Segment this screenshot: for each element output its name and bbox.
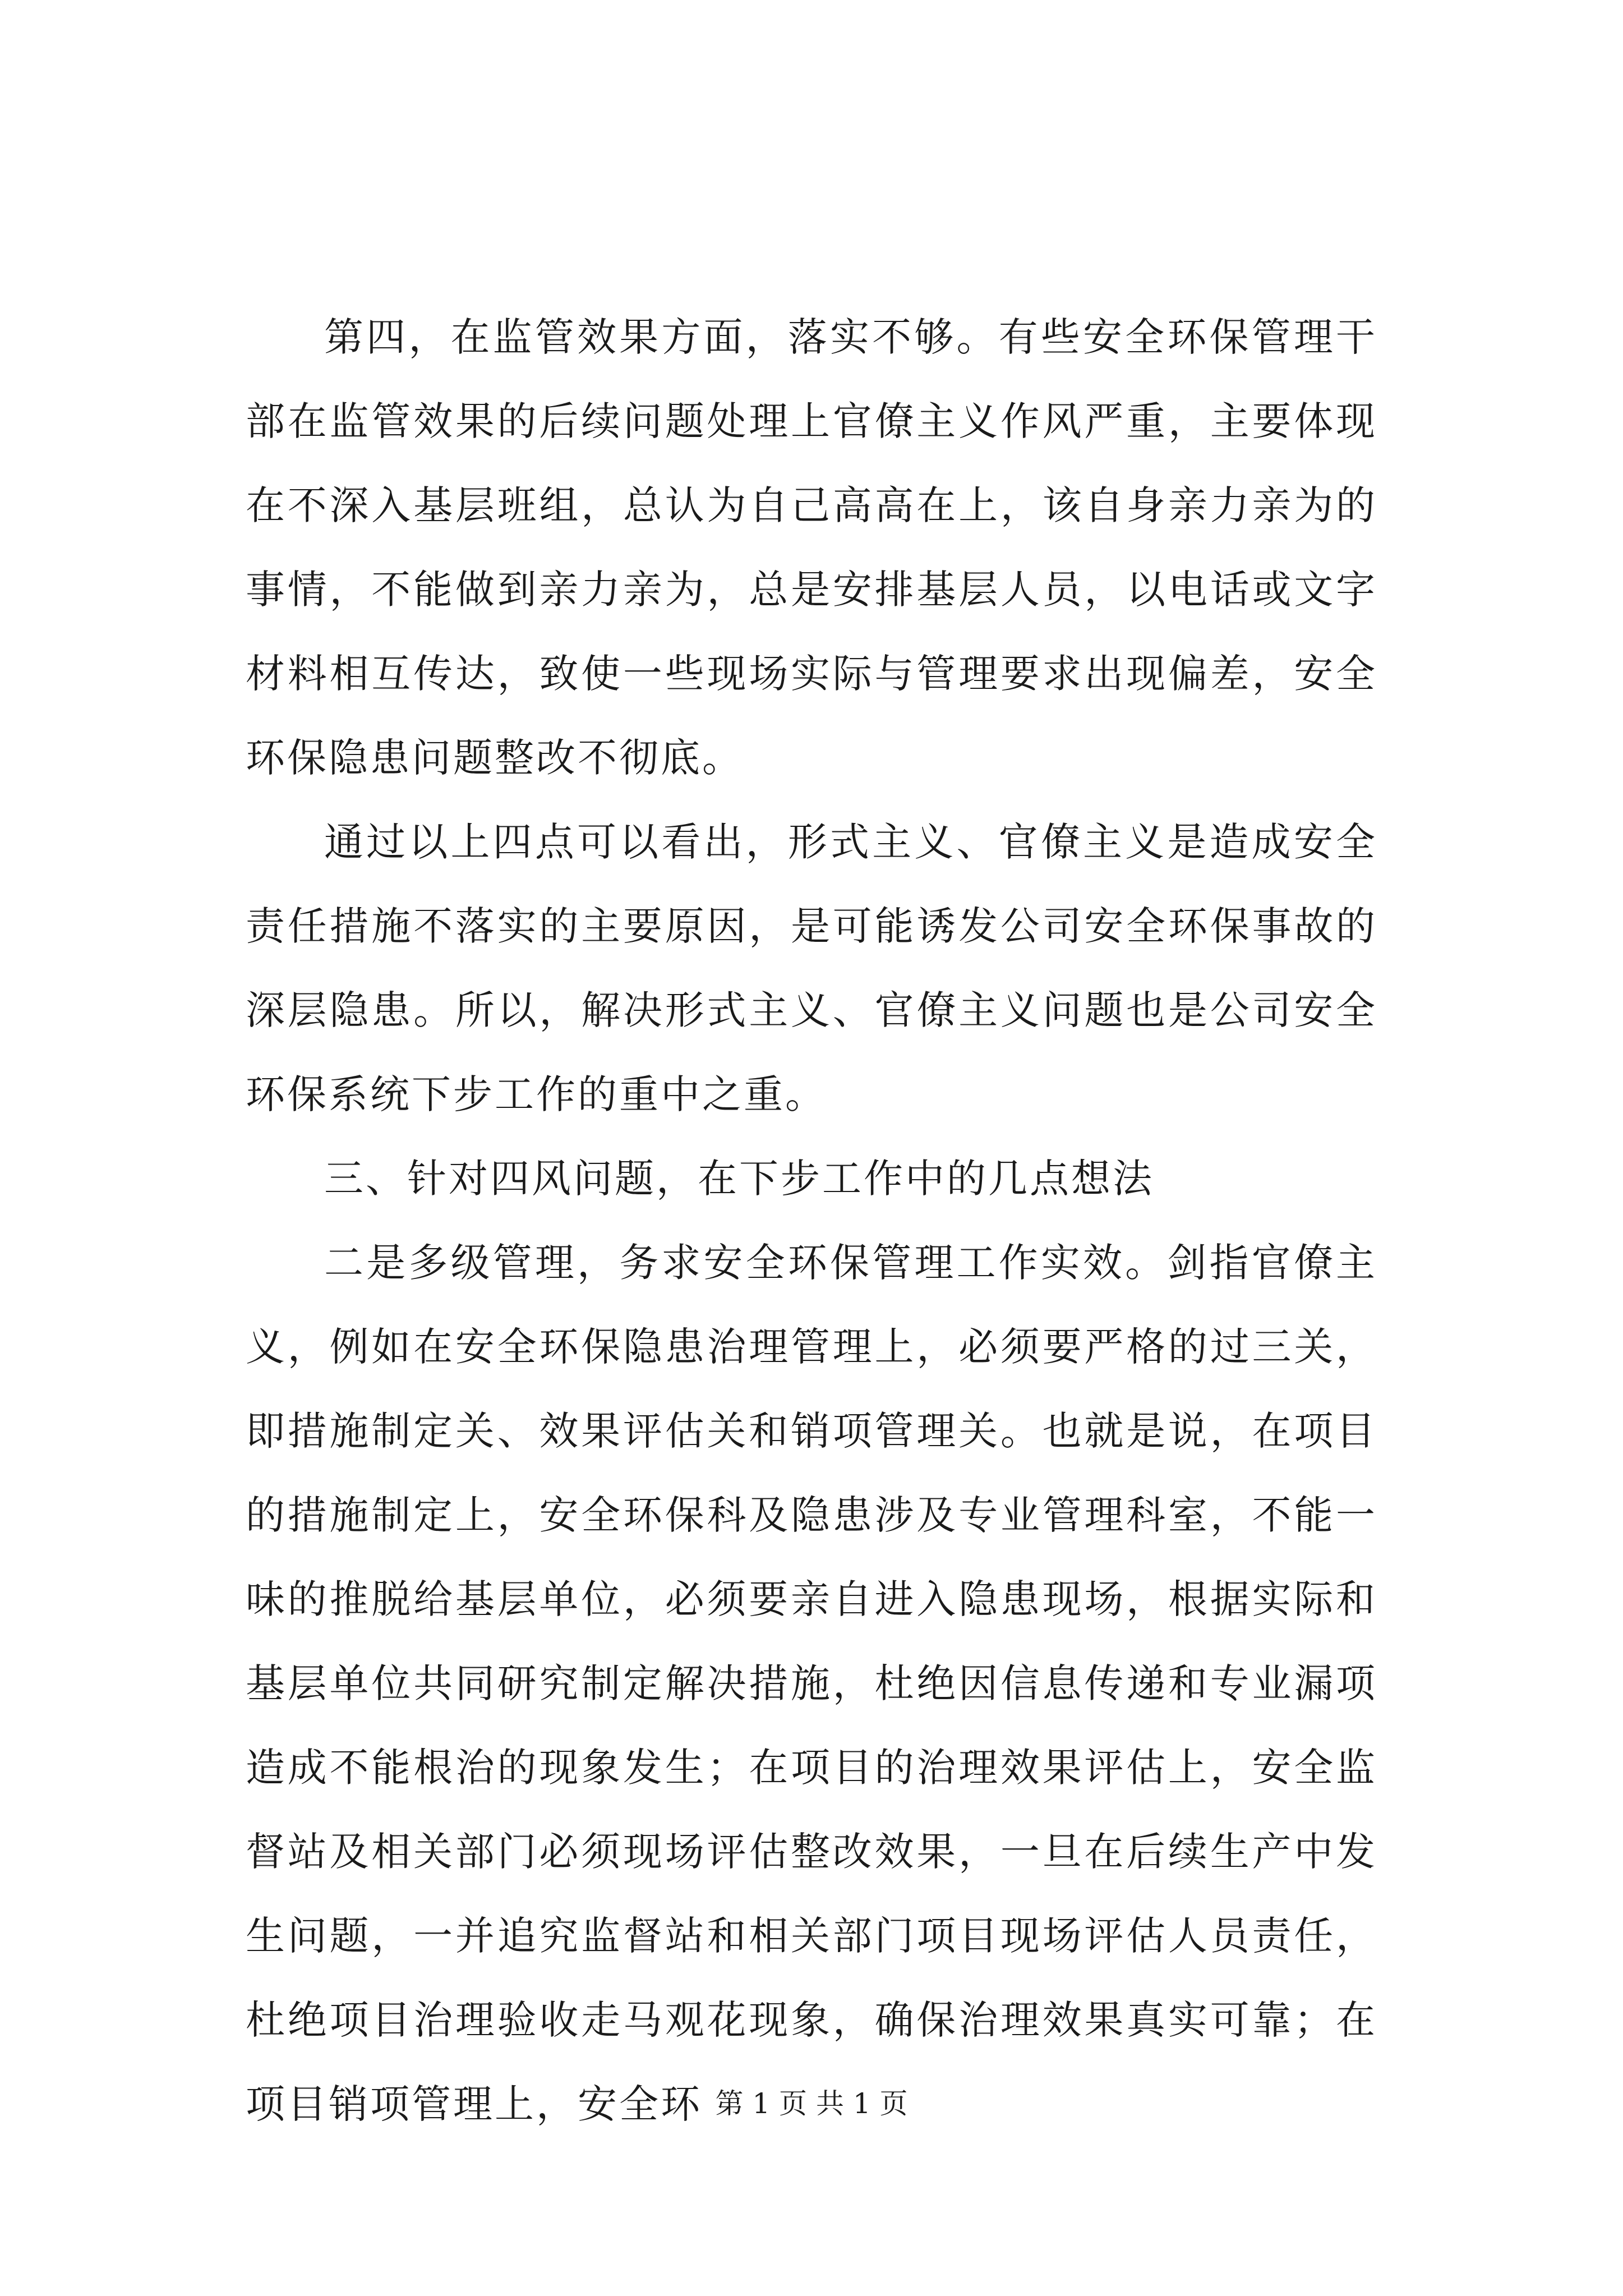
paragraph-supervision-effect: 第四，在监管效果方面，落实不够。有些安全环保管理干部在监管效果的后续问题处理上官僚主义作风严重，主要体现在不深入基层班组，总认为自己高高在上，该自身亲力亲为的事情，不能做到亲力亲为，总是安排基层人员，以电话或文字材料相互传达，致使一些现场实际与管理要求出现偏差，安全环保隐患问题整改不彻底。 [246, 314, 1377, 781]
paragraph-multilevel-management: 二是多级管理，务求安全环保管理工作实效。剑指官僚主义，例如在安全环保隐患治理管理上，必须要严格的过三关，即措施制定关、效果评估关和销项管理关。也就是说，在项目的措施制定上，安全环保科及隐患涉及专业管理科室，不能一味的推脱给基层单位，必须要亲自进入隐患现场，根据实际和基层单位共同研究制定解决措施，杜绝因信息传递和专业漏项造成不能根治的现象发生；在项目的治理效果评估上，安全监督站及相关部门必须现场评估整改效果，一旦在后续生产中发生问题，一并追究监督站和相关部门项目现场评估人员责任，杜绝项目治理验收走马观花现象，确保治理效果真实可靠；在项目销项管理上，安全环 [246, 1240, 1377, 2127]
document-body [246, 295, 1377, 2146]
page-footer: 第 1 页 共 1 页 [715, 2087, 908, 2120]
section-heading: 三、针对四风问题，在下步工作中的几点想法 [324, 1156, 1154, 1202]
paragraph-summary: 通过以上四点可以看出，形式主义、官僚主义是造成安全责任措施不落实的主要原因，是可能诱发公司安全环保事故的深层隐患。所以，解决形式主义、官僚主义问题也是公司安全环保系统下步工作的重中之重。 [246, 819, 1377, 1117]
